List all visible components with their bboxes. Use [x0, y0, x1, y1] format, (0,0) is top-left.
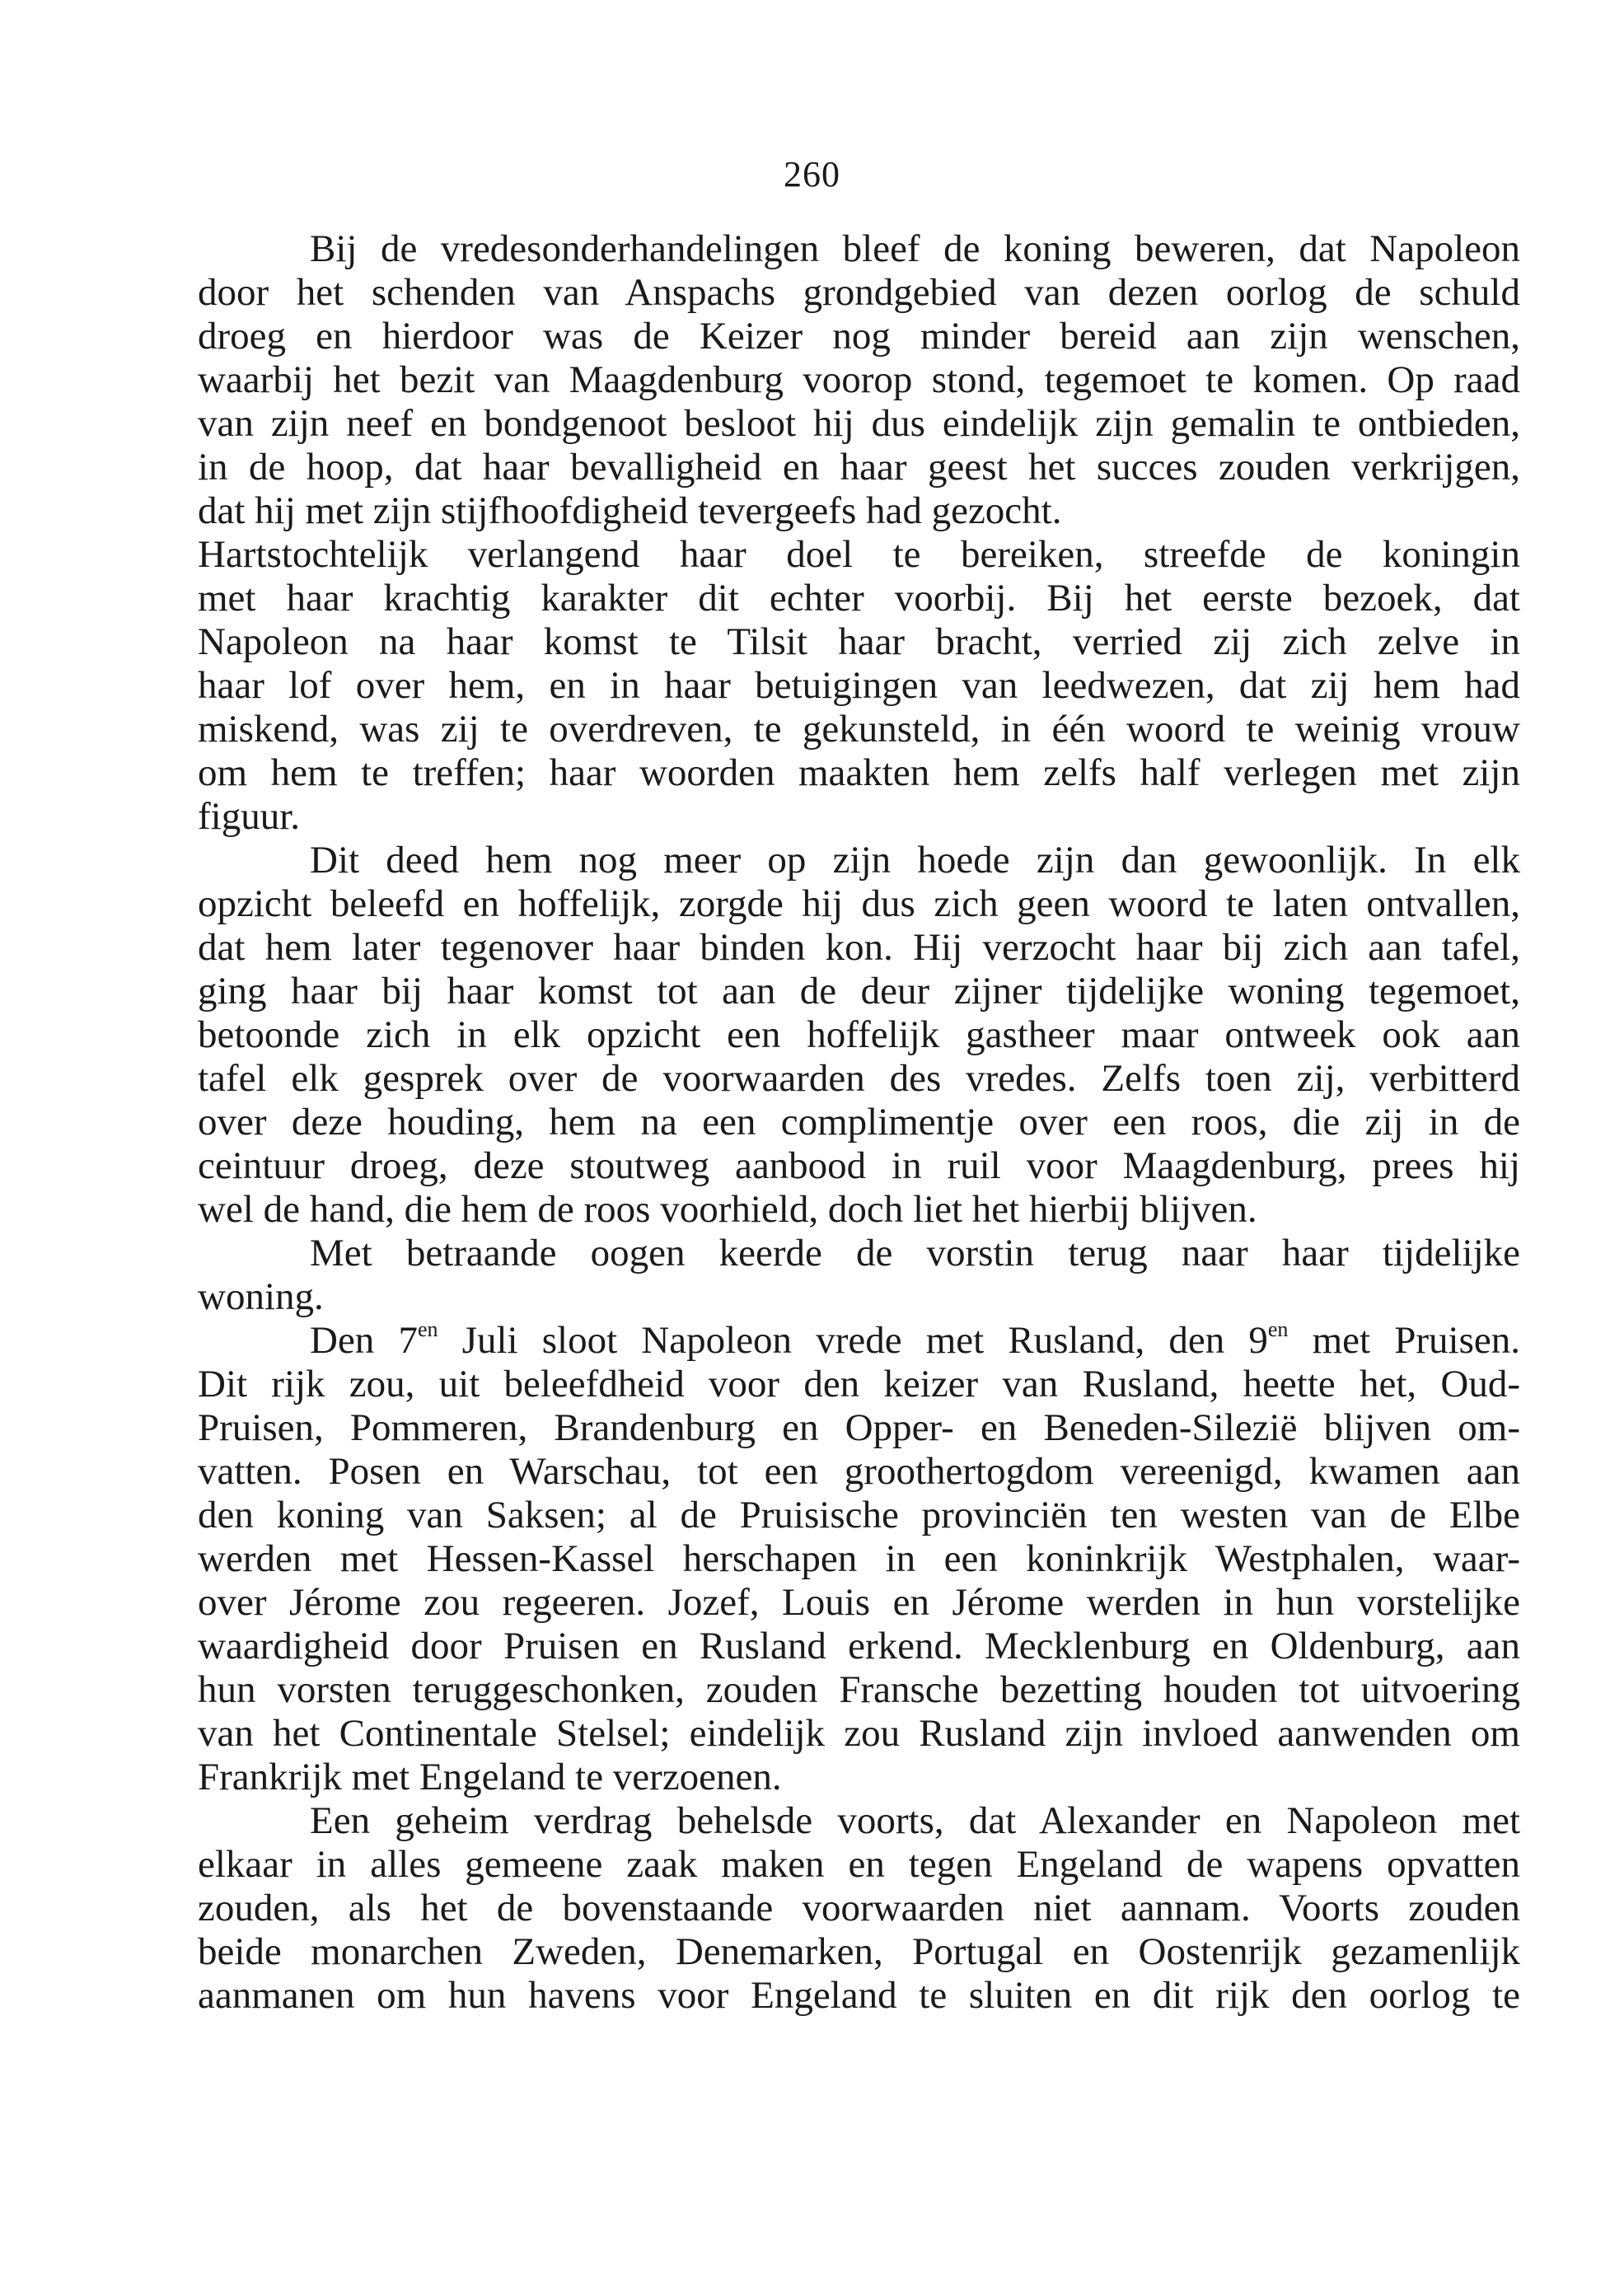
- text-line: van het Continentale Stelsel; eindelijk zou Rusland zijn invloed aanwenden om: [198, 1712, 1520, 1755]
- text-line: dat hij met zijn stijfhoofdigheid tevergeefs had gezocht.: [198, 489, 1062, 532]
- text-line: van zijn neef en bondgenoot besloot hij dus eindelijk zijn gemalin te ontbieden,: [198, 402, 1520, 445]
- paragraph-2: [198, 533, 1520, 839]
- text-line: betoonde zich in elk opzicht een hoffelijk gastheer maar ontweek ook aan: [198, 1013, 1520, 1056]
- text-fragment: Den 7: [310, 1319, 418, 1362]
- text-line: vatten. Posen en Warschau, tot een groothertogdom vereenigd, kwamen aan: [198, 1450, 1520, 1493]
- text-fragment: Juli sloot Napoleon vrede met Rusland, den 9: [461, 1319, 1268, 1362]
- text-line: Napoleon na haar komst te Tilsit haar bracht, verried zij zich zelve in: [198, 620, 1520, 663]
- text-line: dat hem later tegenover haar binden kon. Hij verzocht haar bij zich aan tafel,: [198, 926, 1520, 969]
- text-line: over deze houding, hem na een complimentje over een roos, die zij in de: [198, 1101, 1520, 1144]
- text-line: Bij de vredesonderhandelingen bleef de koning beweren, dat Napoleon: [310, 227, 1520, 270]
- paragraph-6: [198, 1799, 1520, 2018]
- text-line-with-superscripts: [198, 1319, 1520, 1363]
- superscript: en: [1267, 1319, 1289, 1341]
- text-line: den koning van Saksen; al de Pruisische provinciën ten westen van de Elbe: [198, 1494, 1520, 1536]
- text-line: door het schenden van Anspachs grondgebied van dezen oorlog de schuld: [198, 271, 1520, 314]
- paragraph-1: [198, 227, 1520, 533]
- text-line: Pruisen, Pommeren, Brandenburg en Opper- en Beneden-Silezië blijven om-: [198, 1406, 1520, 1449]
- text-line: beide monarchen Zweden, Denemarken, Portugal en Oostenrijk gezamenlijk: [198, 1930, 1520, 1973]
- text-line: haar lof over hem, en in haar betuigingen van leedwezen, dat zij hem had: [198, 664, 1520, 707]
- text-line: ceintuur droeg, deze stoutweg aanbood in ruil voor Maagdenburg, prees hij: [198, 1144, 1520, 1187]
- text-line: woning.: [198, 1275, 324, 1318]
- text-line: Een geheim verdrag behelsde voorts, dat Alexander en Napoleon met: [310, 1799, 1520, 1842]
- text-line: opzicht beleefd en hoffelijk, zorgde hij dus zich geen woord te laten ontvallen,: [198, 882, 1520, 925]
- text-line: Dit deed hem nog meer op zijn hoede zijn dan gewoonlijk. In elk: [310, 839, 1520, 882]
- text-line: om hem te treffen; haar woorden maakten hem zelfs half verlegen met zijn: [198, 751, 1520, 794]
- text-line: over Jérome zou regeeren. Jozef, Louis en Jérome werden in hun vorstelijke: [198, 1581, 1520, 1624]
- text-line: zouden, als het de bovenstaande voorwaarden niet aannam. Voorts zouden: [198, 1887, 1520, 1929]
- text-line: tafel elk gesprek over de voorwaarden des vredes. Zelfs toen zij, verbitterd: [198, 1057, 1520, 1100]
- text-line: Frankrijk met Engeland te verzoenen.: [198, 1756, 782, 1798]
- paragraph-4: [198, 1232, 1520, 1319]
- text-line: waarbij het bezit van Maagdenburg voorop stond, tegemoet te komen. Op raad: [198, 358, 1520, 401]
- text-line: ging haar bij haar komst tot aan de deur zijner tijdelijke woning tegemoet,: [198, 970, 1520, 1013]
- text-line: elkaar in alles gemeene zaak maken en tegen Engeland de wapens opvatten: [198, 1843, 1520, 1886]
- text-line: wel de hand, die hem de roos voorhield, doch liet het hierbij blijven.: [198, 1188, 1257, 1231]
- text-line: figuur.: [198, 795, 301, 838]
- body-text: [198, 227, 1520, 2018]
- page-number: 260: [784, 154, 840, 194]
- text-line: miskend, was zij te overdreven, te gekunsteld, in één woord te weinig vrouw: [198, 708, 1520, 751]
- text-line: Hartstochtelijk verlangend haar doel te bereiken, streefde de koningin: [198, 533, 1520, 576]
- text-line: Met betraande oogen keerde de vorstin terug naar haar tijdelijke: [310, 1232, 1520, 1274]
- text-line: hun vorsten teruggeschonken, zouden Fransche bezetting houden tot uitvoering: [198, 1668, 1520, 1711]
- text-line: met haar krachtig karakter dit echter voorbij. Bij het eerste bezoek, dat: [198, 577, 1520, 620]
- text-line: droeg en hierdoor was de Keizer nog minder bereid aan zijn wenschen,: [198, 315, 1520, 358]
- text-fragment: met Pruisen.: [1312, 1319, 1520, 1362]
- paragraph-3: [198, 839, 1520, 1232]
- text-line: waardigheid door Pruisen en Rusland erkend. Mecklenburg en Oldenburg, aan: [198, 1625, 1520, 1667]
- superscript: en: [417, 1319, 438, 1341]
- paragraph-5: [198, 1319, 1520, 1799]
- text-line: Dit rijk zou, uit beleefdheid voor den keizer van Rusland, heette het, Oud-: [198, 1363, 1520, 1405]
- text-line: werden met Hessen-Kassel herschapen in een koninkrijk Westphalen, waar-: [198, 1537, 1520, 1580]
- text-line: aanmanen om hun havens voor Engeland te sluiten en dit rijk den oorlog te: [198, 1974, 1520, 2017]
- text-line: in de hoop, dat haar bevalligheid en haar geest het succes zouden verkrijgen,: [198, 446, 1520, 489]
